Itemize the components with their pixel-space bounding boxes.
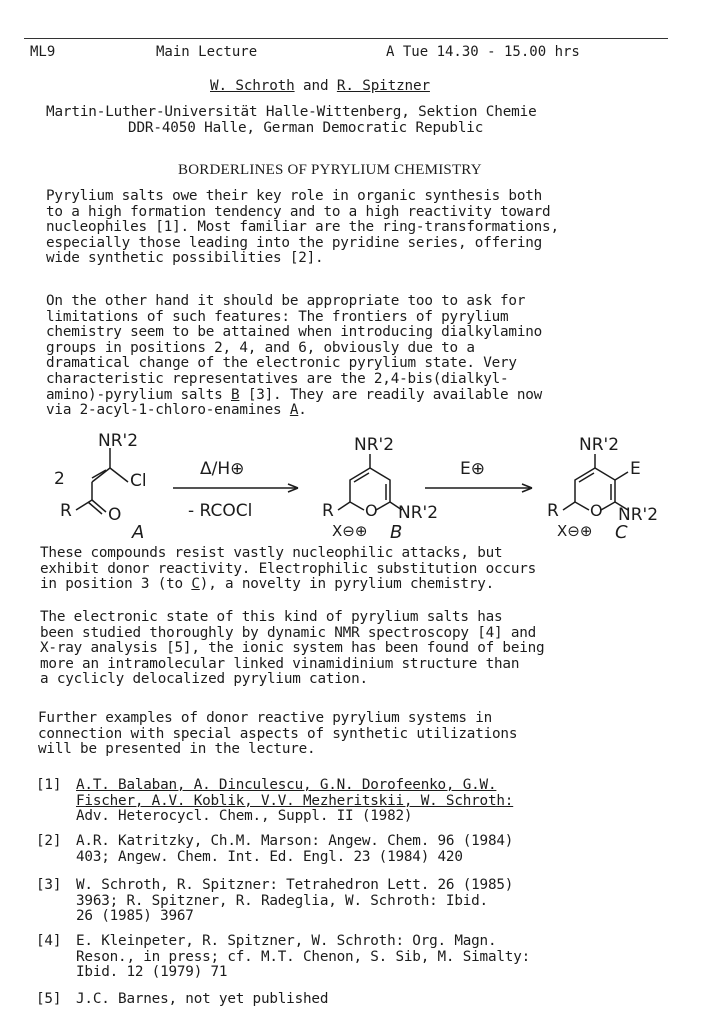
- c-r-label: R: [547, 501, 559, 521]
- session-type: Main Lecture: [156, 44, 258, 60]
- reference-line: Adv. Heterocycl. Chem., Suppl. II (1982): [76, 808, 413, 825]
- para2-line-mixed: [46, 403, 676, 419]
- authors: [210, 78, 430, 94]
- para2-line: groups in positions 2, 4, and 6, obviously due to a: [46, 339, 475, 356]
- para3-text: in position 3 (to: [40, 576, 183, 593]
- arrow-1-condition: Δ/H⊕: [200, 459, 245, 479]
- author-conj: and: [303, 78, 329, 94]
- para2-line: dramatical change of the electronic pyrylium state. Very: [46, 355, 517, 372]
- reference-number: [3]: [36, 877, 62, 893]
- session-code: ML9: [30, 44, 56, 60]
- para4-line: X-ray analysis [5], the ionic system has been found of being: [40, 640, 545, 657]
- arrow-1-byproduct: - RCOCl: [188, 501, 253, 521]
- para1-line: nucleophiles [1]. Most familiar are the ring-transformations,: [46, 219, 559, 236]
- para2-text: via 2-acyl-1-chloro-enamines: [46, 402, 282, 419]
- paragraph-1: [46, 189, 676, 267]
- reference-line: A.T. Balaban, A. Dinculescu, G.N. Dorofeenko, G.W.: [76, 777, 497, 793]
- reference-number: [4]: [36, 933, 62, 949]
- para4-line: been studied thoroughly by dynamic NMR spectroscopy [4] and: [40, 624, 537, 641]
- compound-ref-a: A: [289, 402, 299, 419]
- paragraph-3: [40, 546, 670, 593]
- scheme-coefficient: 2: [54, 469, 65, 489]
- session-schedule: A Tue 14.30 - 15.00 hrs: [386, 44, 580, 60]
- b-r-label: R: [322, 501, 334, 521]
- a-cl-label: Cl: [130, 471, 147, 491]
- reference-line: 3963; R. Spitzner, R. Radeglia, W. Schroth: Ibid.: [76, 892, 488, 909]
- para1-line: especially those leading into the pyridine series, offering: [46, 234, 543, 251]
- document-title: BORDERLINES OF PYRYLIUM CHEMISTRY: [178, 162, 482, 178]
- para2-line: On the other hand it should be appropriate too to ask for: [46, 293, 526, 309]
- b-ring-oxygen: O: [365, 501, 378, 520]
- para3-text: ), a novelty in pyrylium chemistry.: [199, 576, 495, 593]
- para2-line-mixed: [46, 388, 676, 404]
- paragraph-5: [38, 711, 668, 758]
- arrow-2-electrophile: E⊕: [460, 459, 485, 479]
- b-nr2-top: NR'2: [354, 435, 395, 455]
- para2-line: limitations of such features: The frontiers of pyrylium: [46, 308, 509, 325]
- compound-ref-b: B: [230, 386, 240, 403]
- top-rule: [24, 38, 668, 39]
- c-e-label: E: [630, 459, 641, 479]
- para2-text: [3]. They are readily available now: [247, 386, 543, 403]
- reference-line: W. Schroth, R. Spitzner: Tetrahedron Lett. 26 (1985): [76, 877, 514, 893]
- para2-line: characteristic representatives are the 2,4-bis(dialkyl-: [46, 370, 509, 387]
- para1-line: wide synthetic possibilities [2].: [46, 250, 324, 267]
- c-ring-oxygen: O: [590, 501, 603, 520]
- para3-line: These compounds resist vastly nucleophilic attacks, but: [40, 545, 503, 561]
- reference-line: Ibid. 12 (1979) 71: [76, 964, 228, 981]
- a-nr2-label: NR'2: [98, 431, 139, 451]
- label-c: C: [615, 522, 628, 543]
- author-1: W. Schroth: [210, 78, 295, 94]
- affiliation-line-1: Martin-Luther-Universität Halle-Wittenberg, Sektion Chemie: [46, 104, 537, 120]
- compound-ref-c: C: [191, 576, 200, 593]
- c-nr2-right: NR'2: [618, 505, 659, 525]
- para3-line: exhibit donor reactivity. Electrophilic substitution occurs: [40, 560, 537, 577]
- a-r-bond: [76, 500, 92, 510]
- para2-line: chemistry seem to be attained when introducing dialkylamino: [46, 324, 543, 341]
- para5-line: will be presented in the lecture.: [38, 741, 316, 758]
- reference-line: J.C. Barnes, not yet published: [76, 991, 329, 1007]
- reference-number: [5]: [36, 991, 62, 1007]
- reference-number: [1]: [36, 777, 62, 793]
- a-r-label: R: [60, 501, 72, 521]
- author-2: R. Spitzner: [336, 78, 430, 94]
- reference-line: Reson., in press; cf. M.T. Chenon, S. Sib, M. Simalty:: [76, 948, 531, 965]
- reference-line: A.R. Katritzky, Ch.M. Marson: Angew. Chem. 96 (1984): [76, 833, 514, 849]
- para3-line-mixed: [40, 577, 670, 593]
- para5-line: Further examples of donor reactive pyrylium systems in: [38, 710, 493, 726]
- a-double-bond: [92, 468, 110, 482]
- paragraph-2: [46, 294, 676, 419]
- para2-text: .: [298, 402, 307, 419]
- para5-line: connection with special aspects of synthetic utilizations: [38, 725, 518, 742]
- b-nr2-right: NR'2: [398, 503, 439, 523]
- reference-number: [2]: [36, 833, 62, 849]
- a-cl-bond: [110, 468, 128, 482]
- a-carbonyl: [92, 500, 106, 512]
- para4-line: more an intramolecular linked vinamidinium structure than: [40, 655, 520, 672]
- para2-text: amino)-pyrylium salts: [46, 386, 223, 403]
- para1-line: to a high formation tendency and to a high reactivity toward: [46, 203, 551, 220]
- label-a: A: [132, 522, 145, 543]
- reaction-scheme: [40, 424, 680, 544]
- affiliation-line-2: DDR-4050 Halle, German Democratic Republic: [128, 120, 484, 136]
- reference-line: E. Kleinpeter, R. Spitzner, W. Schroth: Org. Magn.: [76, 933, 497, 949]
- c-nr2-top: NR'2: [579, 435, 620, 455]
- reference-line: Fischer, A.V. Koblik, V.V. Mezheritskii, W. Schroth:: [76, 792, 514, 809]
- label-b: B: [390, 522, 403, 543]
- paragraph-4: [40, 610, 670, 688]
- reference-line: 403; Angew. Chem. Int. Ed. Engl. 23 (1984) 420: [76, 848, 463, 865]
- para1-line: Pyrylium salts owe their key role in organic synthesis both: [46, 188, 543, 204]
- a-o-label: O: [108, 505, 122, 525]
- reference-line: 26 (1985) 3967: [76, 908, 194, 925]
- para4-line: a cyclicly delocalized pyrylium cation.: [40, 671, 368, 688]
- c-anion: X⊖⊕: [557, 522, 593, 540]
- b-anion: X⊖⊕: [332, 522, 368, 540]
- para4-line: The electronic state of this kind of pyrylium salts has: [40, 609, 503, 625]
